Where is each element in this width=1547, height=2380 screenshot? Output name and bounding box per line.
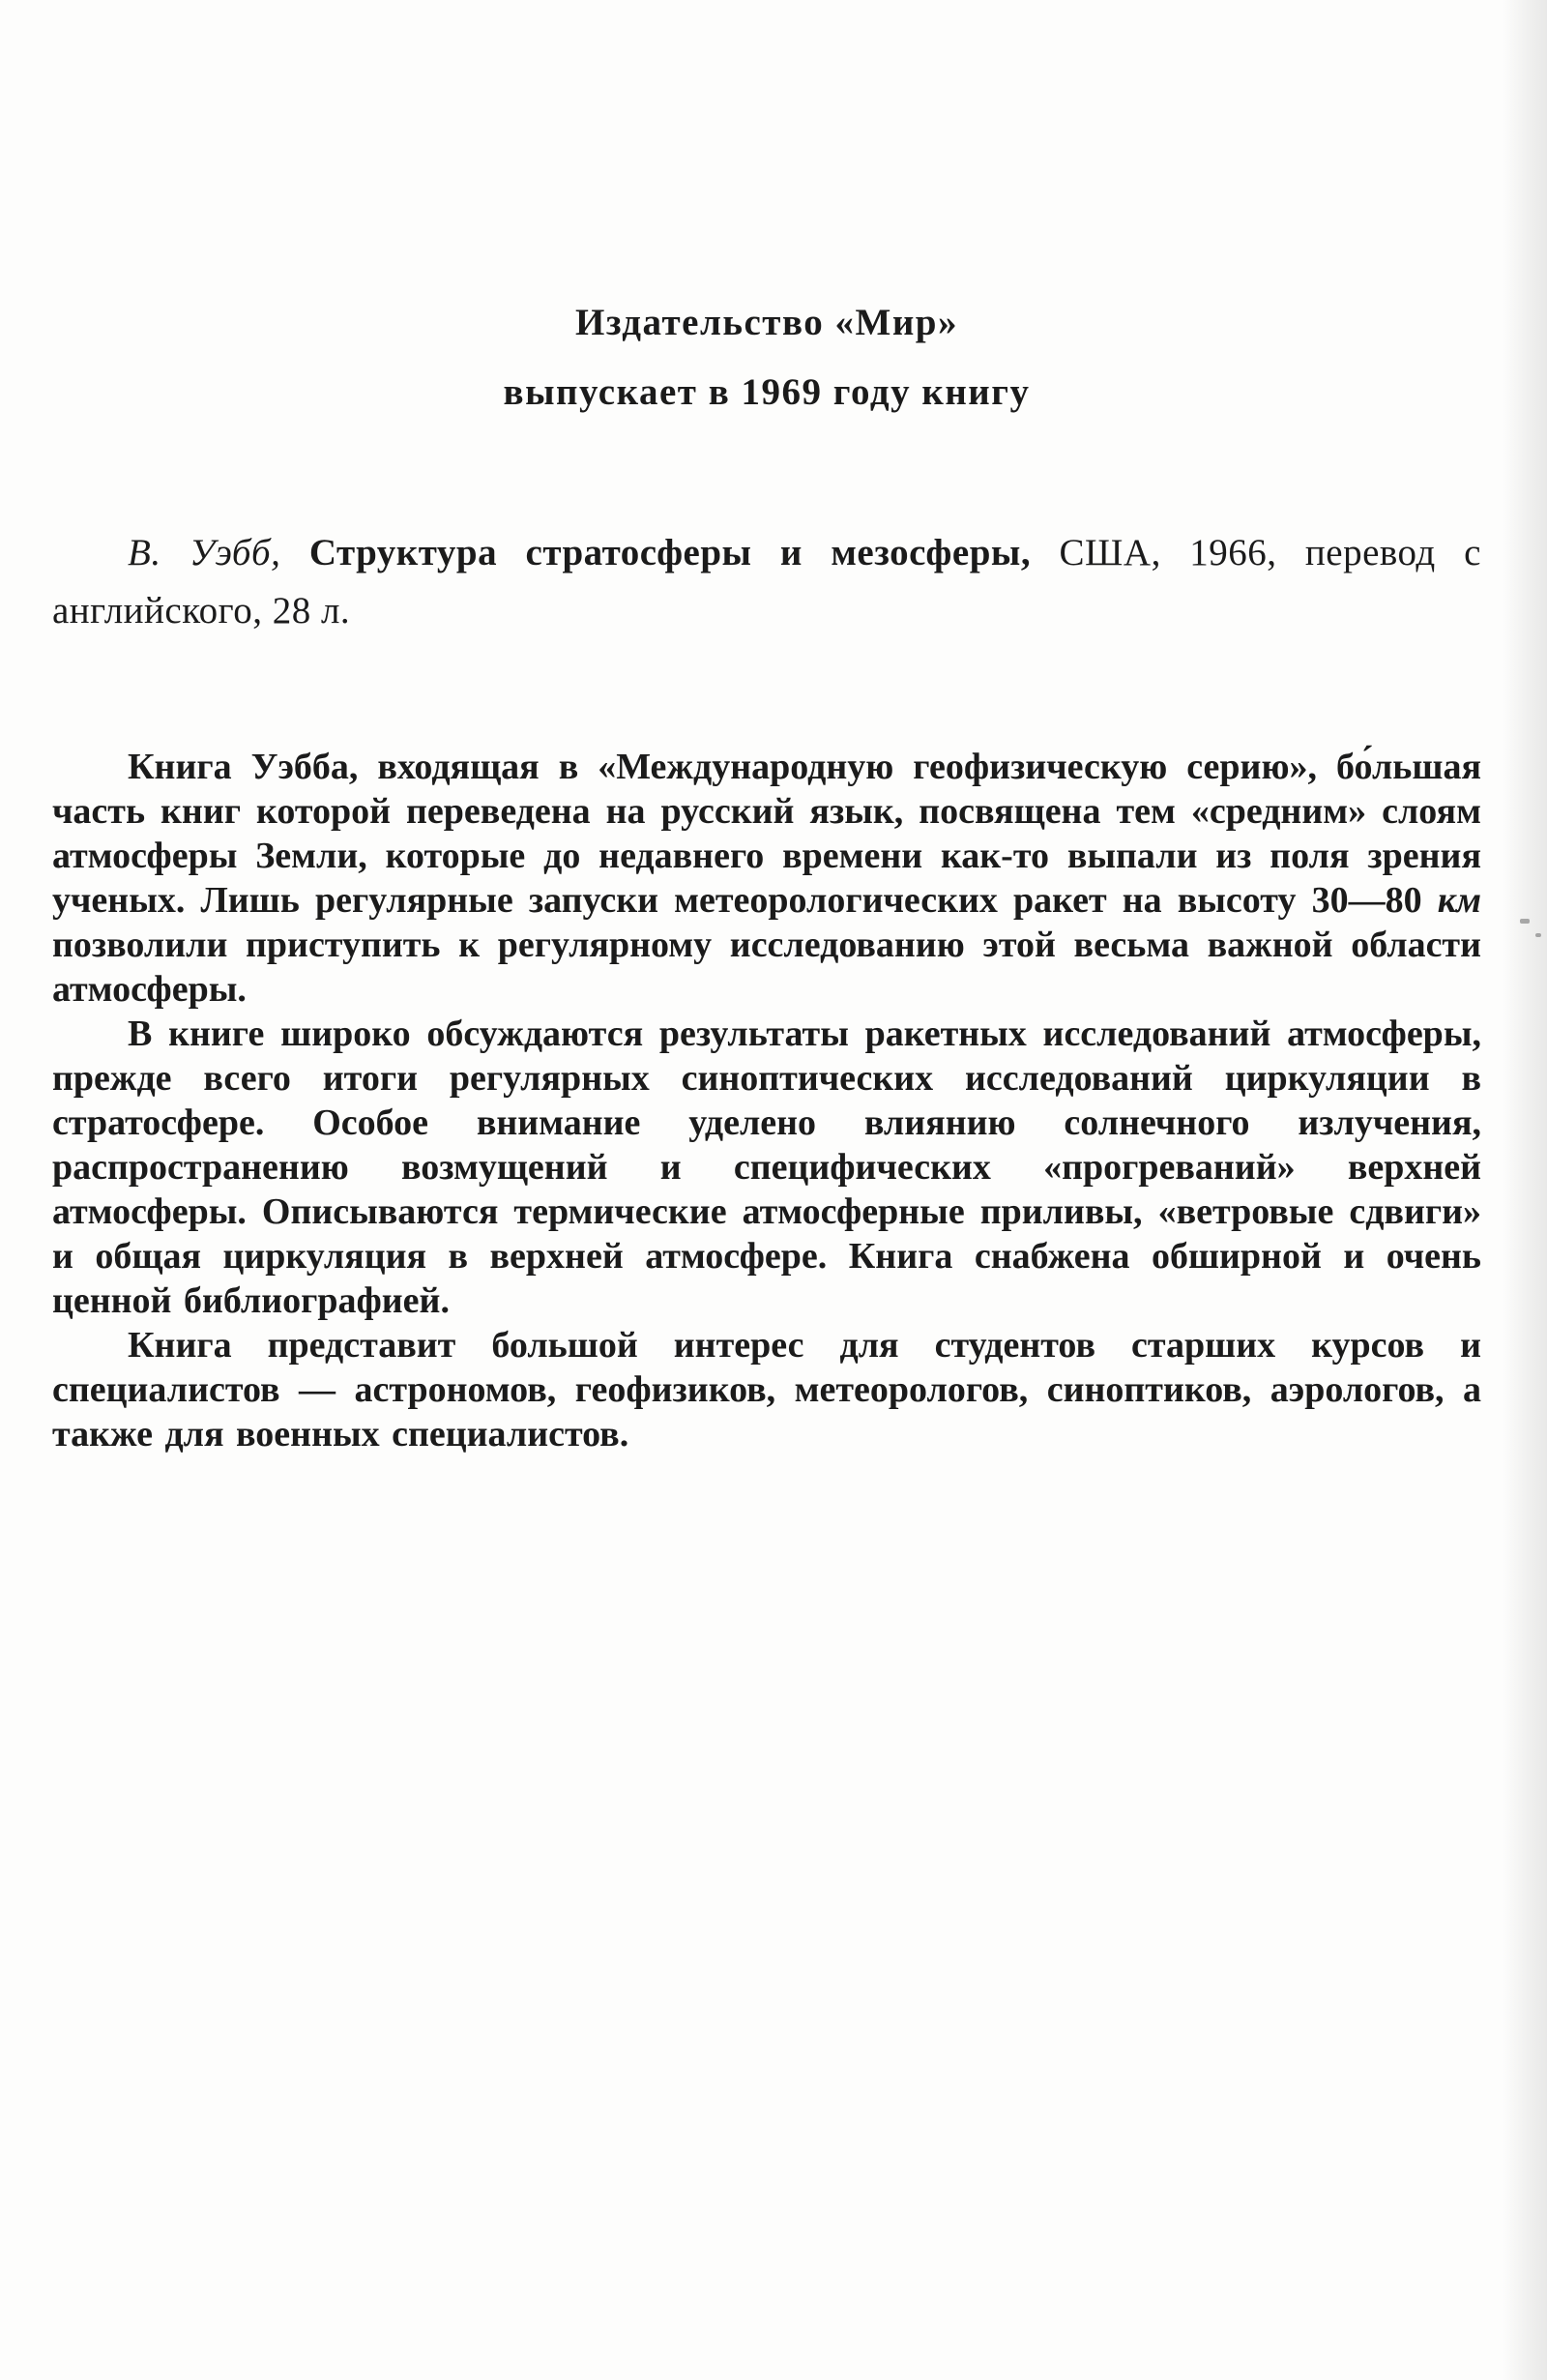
paragraph: [52, 1012, 1481, 1323]
scan-edge-shading: [1503, 0, 1547, 2380]
book-details: США, 1966, перевод с английского, 28 л.: [52, 532, 1481, 632]
body-paragraphs: [52, 745, 1481, 1456]
book-title: Структура стратосферы и мезосферы,: [308, 532, 1032, 573]
paragraph: [52, 1323, 1481, 1456]
publisher-name: Издательство «Мир»: [575, 302, 958, 343]
publisher-announcement: [52, 288, 1481, 427]
text-segment: В книге широко обсуждаются результаты ракетных исследований атмосферы, прежде всего итоги регулярных синоптических исследований циркуляции в стратосфере. Особое внимание уделено влиянию солнечного излучения, распространению возмущений и специфических «прогреваний» верхней атмосферы. Описываются термические атмосферные приливы, «ветровые сдвиги» и общая циркуляция в верхней атмосфере. Книга снабжена обширной и очень ценной библиографией.: [52, 1014, 1481, 1321]
text-segment: позволили приступить к регулярному исследованию этой весьма важной области атмосферы.: [52, 925, 1481, 1010]
announcement-line: выпускает в 1969 году книгу: [503, 371, 1031, 413]
scan-speck: [1520, 919, 1530, 924]
text-segment: Книга представит большой интерес для студентов старших курсов и специалистов — астрономов, геофизиков, метеорологов, синоптиков, аэрологов, а также для военных специалистов.: [52, 1325, 1481, 1454]
book-author: В. Уэбб,: [128, 532, 281, 573]
page-content: [52, 288, 1481, 1456]
paragraph: [52, 745, 1481, 1012]
book-citation: [52, 524, 1481, 640]
text-segment: Книга Уэбба, входящая в «Международную геофизическую серию», бо́льшая часть книг которой переведена на русский язык, посвящена тем «средним» слоям атмосферы Земли, которые до недавнего времени как-то выпали из поля зрения ученых. Лишь регулярные запуски метеорологических ракет на высоту 30—80: [52, 747, 1481, 921]
italic-term: км: [1437, 880, 1481, 921]
scan-speck: [1535, 933, 1541, 937]
